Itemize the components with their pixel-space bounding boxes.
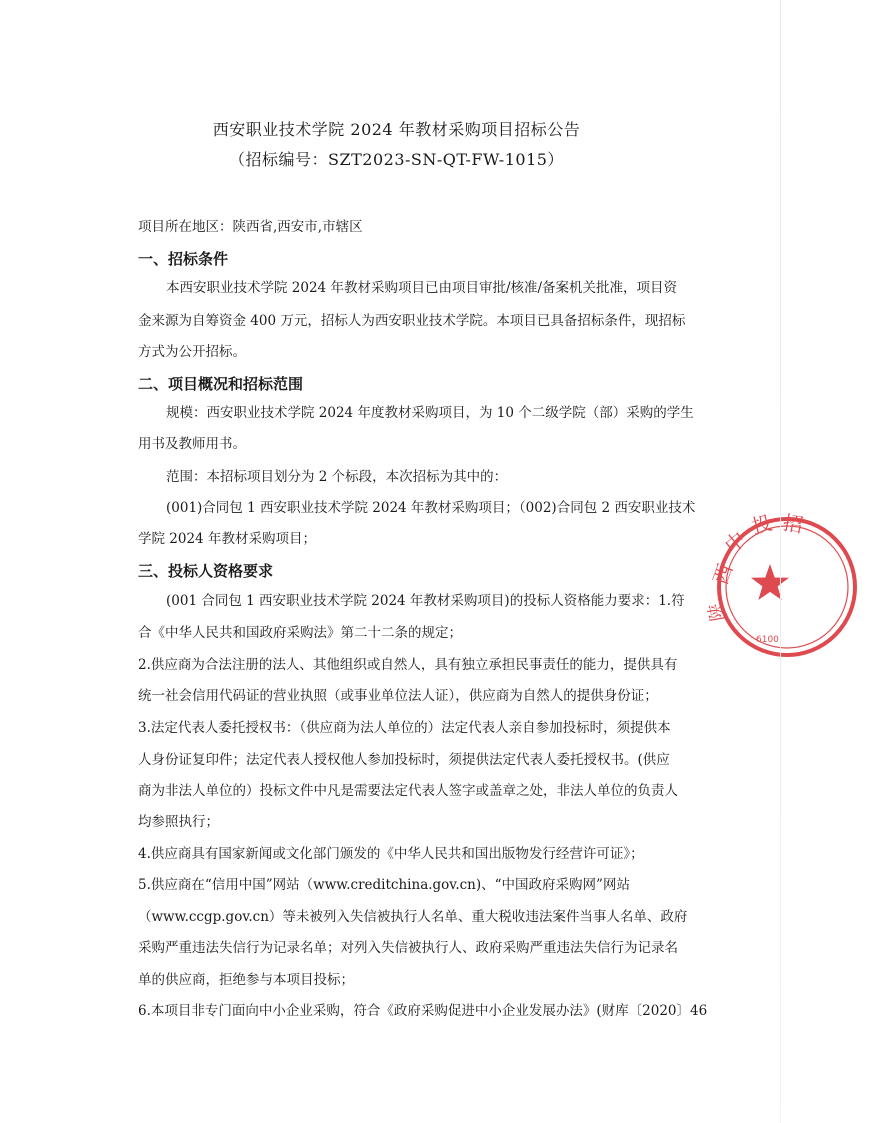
paragraph-line: 单的供应商，拒绝参与本项目投标； xyxy=(138,972,354,988)
paragraph-line: (001 合同包 1 西安职业技术学院 2024 年教材采购项目)的投标人资格能力要求：1.符 xyxy=(166,593,685,609)
paragraph-line: (001)合同包 1 西安职业技术学院 2024 年教材采购项目；（002)合同包 2 西安职业技术 xyxy=(166,500,696,516)
paragraph-line: （www.ccgp.gov.cn）等未被列入失信被执行人名单、重大税收违法案件当事人名单、政府 xyxy=(138,909,688,925)
svg-text:中: 中 xyxy=(719,526,751,558)
project-region: 项目所在地区：陕西省,西安市,市辖区 xyxy=(138,219,363,235)
paragraph-line: 6.本项目非专门面向中小企业采购，符合《政府采购促进中小企业发展办法》(财库〔2020〕46 xyxy=(138,1003,708,1019)
red-seal-stamp xyxy=(705,510,882,682)
paragraph-line: 本西安职业技术学院 2024 年教材采购项目已由项目审批/核准/备案机关批准，项目资 xyxy=(166,280,678,296)
paragraph-line: 学院 2024 年教材采购项目； xyxy=(138,531,316,547)
paragraph-line: 方式为公开招标。 xyxy=(138,344,246,360)
paragraph-line: 采购严重违法失信行为记录名单；对列入失信被执行人、政府采购严重违法失信行为记录名 xyxy=(138,940,678,956)
paragraph-line: 范围：本招标项目划分为 2 个标段，本次招标为其中的： xyxy=(166,469,508,485)
paragraph-line: 5.供应商在“信用中国”网站（www.creditchina.gov.cn)、“中国政府采购网”网站 xyxy=(138,877,630,893)
paragraph-line: 均参照执行； xyxy=(138,814,219,830)
paragraph-line: 规模：西安职业技术学院 2024 年度教材采购项目，为 10 个二级学院（部）采购的学生 xyxy=(166,405,694,421)
svg-text:西: 西 xyxy=(708,560,738,588)
paragraph-line: 用书及教师用书。 xyxy=(138,436,246,452)
paragraph-line: 商为非法人单位的）投标文件中凡是需要法定代表人签字或盖章之处，非法人单位的负责人 xyxy=(138,783,678,799)
paragraph-line: 合《中华人民共和国政府采购法》第二十二条的规定； xyxy=(138,625,462,641)
svg-text:陕: 陕 xyxy=(705,601,729,623)
svg-text:6100: 6100 xyxy=(756,635,779,645)
paragraph-line: 统一社会信用代码证的营业执照（或事业单位法人证），供应商为自然人的提供身份证； xyxy=(138,688,658,704)
document-title: 西安职业技术学院 2024 年教材采购项目招标公告 xyxy=(212,120,581,139)
section-1-heading: 一、招标条件 xyxy=(138,250,229,268)
scan-edge-line xyxy=(780,0,781,1123)
paragraph-line: 人身份证复印件；法定代表人授权他人参加投标时，须提供法定代表人委托授权书。(供应 xyxy=(138,752,670,768)
paragraph-line: 3.法定代表人委托授权书：（供应商为法人单位的）法定代表人亲自参加投标时，须提供本 xyxy=(138,720,671,736)
svg-text:招: 招 xyxy=(781,510,805,538)
svg-text:投: 投 xyxy=(749,510,775,539)
paragraph-line: 金来源为自筹资金 400 万元，招标人为西安职业技术学院。本项目已具备招标条件，现招标 xyxy=(138,313,686,329)
section-2-heading: 二、项目概况和招标范围 xyxy=(138,375,304,393)
section-3-heading: 三、投标人资格要求 xyxy=(138,562,274,580)
paragraph-line: 4.供应商具有国家新闻或文化部门颁发的《中华人民共和国出版物发行经营许可证》； xyxy=(138,846,644,862)
paragraph-line: 2.供应商为合法注册的法人、其他组织或自然人，具有独立承担民事责任的能力，提供具有 xyxy=(138,657,678,673)
tender-code: （招标编号：SZT2023-SN-QT-FW-1015） xyxy=(229,150,564,169)
